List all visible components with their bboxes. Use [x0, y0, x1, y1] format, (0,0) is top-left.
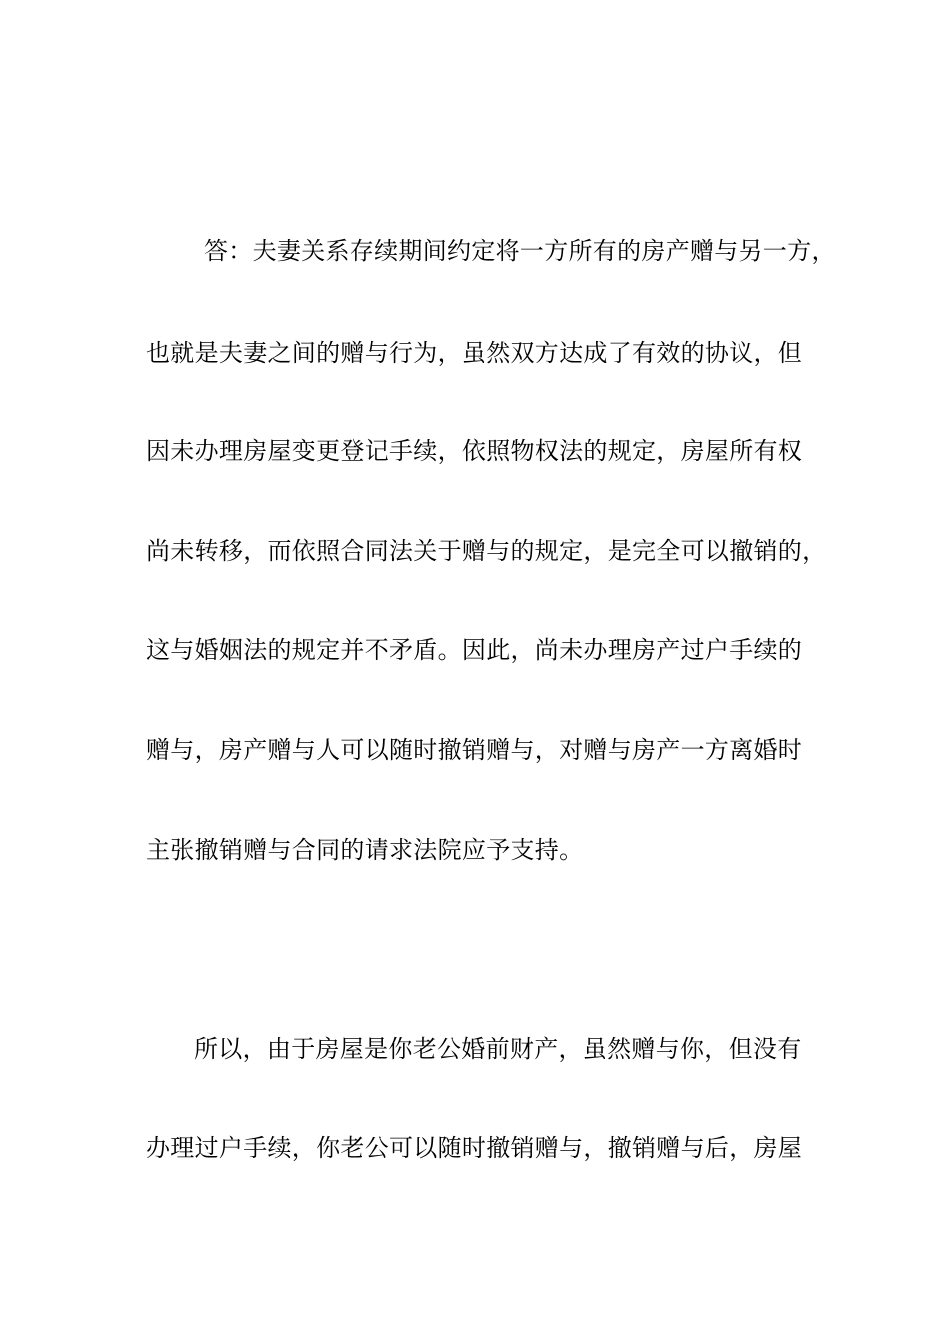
paragraph-2-line-1: 所以，由于房屋是你老公婚前财产，虽然赠与你，但没有	[194, 1035, 802, 1063]
paragraph-1-line-5: 这与婚姻法的规定并不矛盾。因此，尚未办理房产过户手续的	[146, 636, 803, 664]
paragraph-1-line-7: 主张撤销赠与合同的请求法院应予支持。	[146, 836, 584, 864]
paragraph-1-line-3: 因未办理房屋变更登记手续，依照物权法的规定，房屋所有权	[146, 437, 803, 465]
paragraph-1-line-6: 赠与，房产赠与人可以随时撤销赠与，对赠与房产一方离婚时	[146, 736, 803, 764]
paragraph-2-line-2: 办理过户手续，你老公可以随时撤销赠与，撤销赠与后，房屋	[146, 1134, 803, 1162]
paragraph-1-line-2: 也就是夫妻之间的赠与行为，虽然双方达成了有效的协议，但	[146, 339, 803, 367]
paragraph-1-line-4: 尚未转移，而依照合同法关于赠与的规定，是完全可以撤销的，	[146, 537, 827, 565]
paragraph-1-line-1: 答：夫妻关系存续期间约定将一方所有的房产赠与另一方，	[204, 237, 836, 265]
